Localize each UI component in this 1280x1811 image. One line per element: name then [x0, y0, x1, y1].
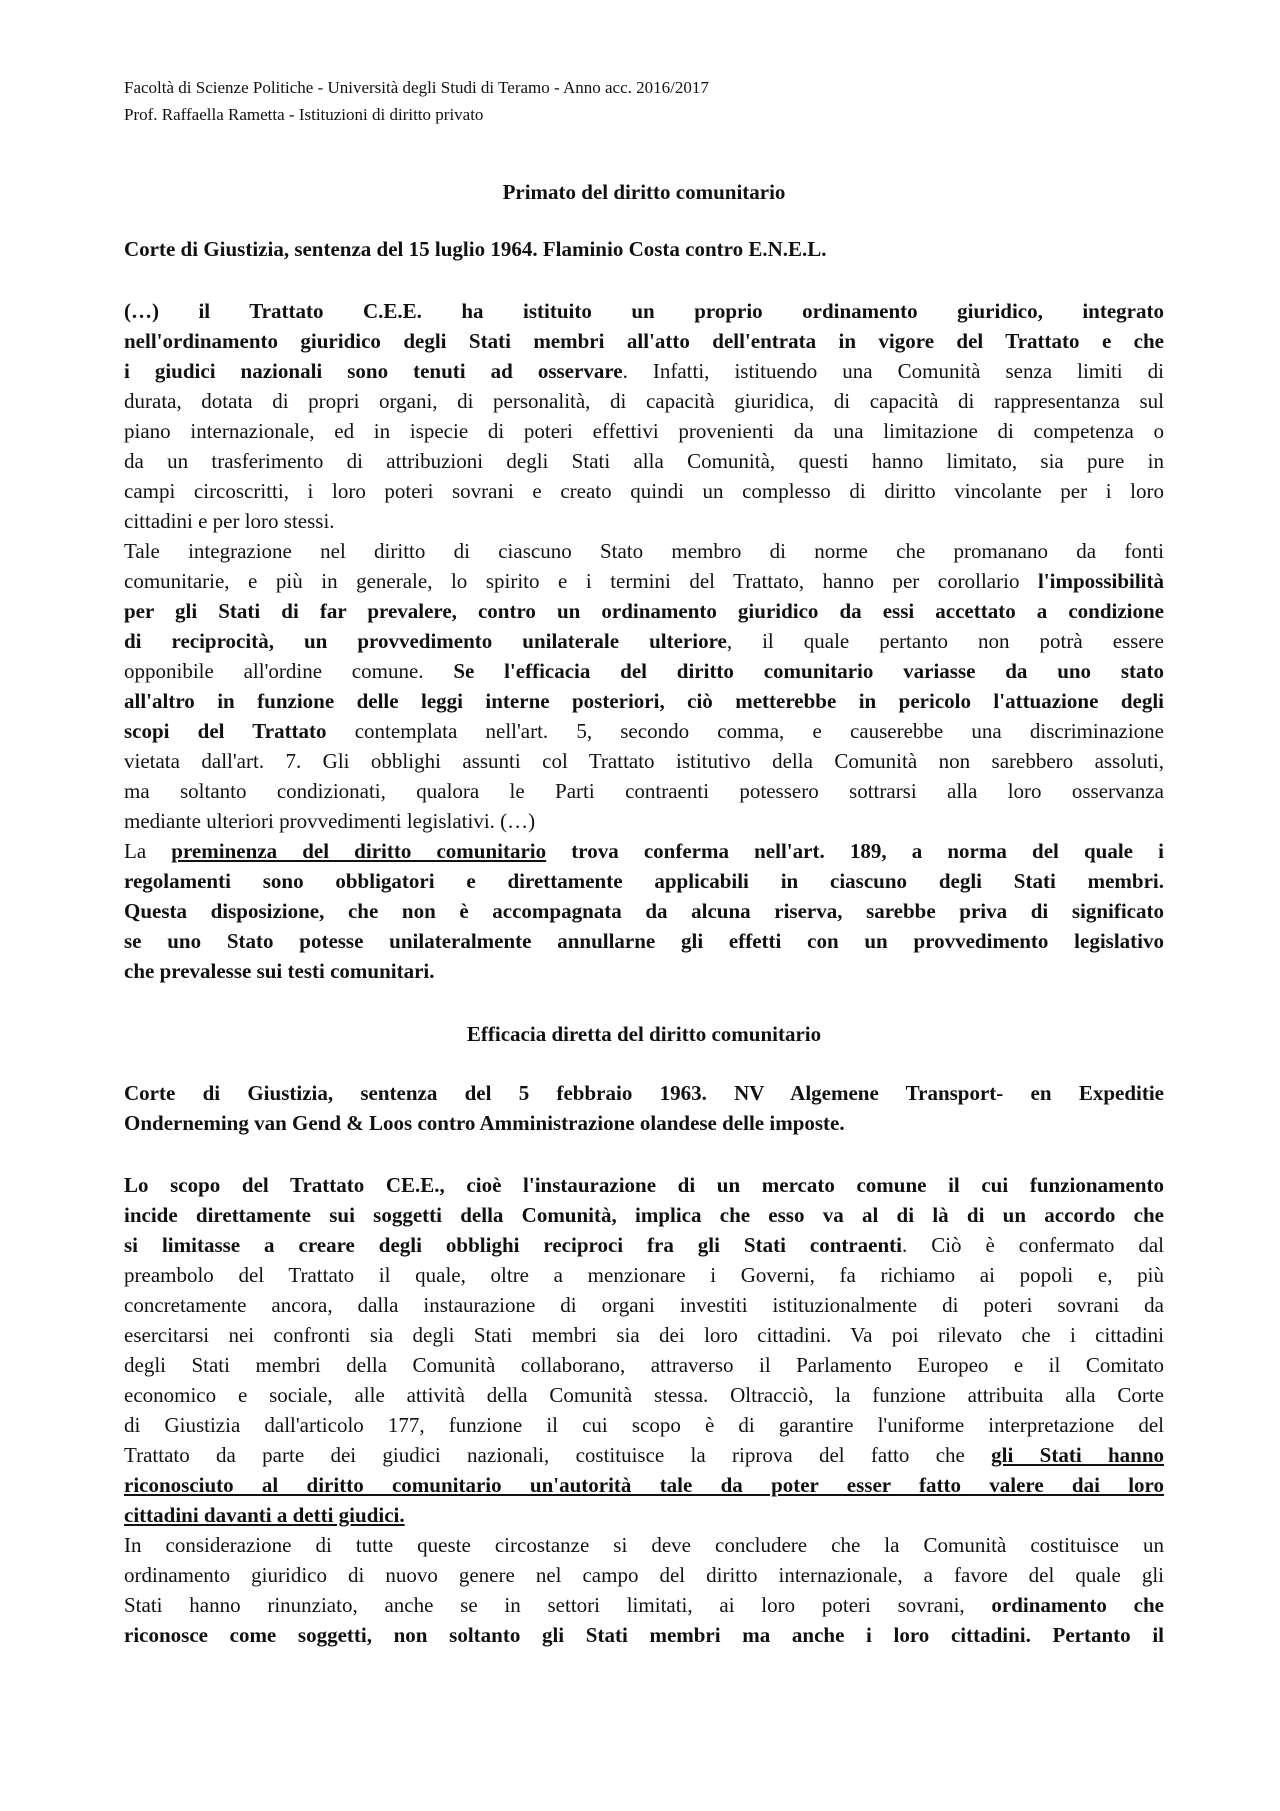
text-underline: cittadini davanti a detti giudici. [124, 1503, 405, 1527]
paragraph-primato-1 [124, 296, 1164, 536]
text-bold: riconosce come soggetti, non soltanto gli Stati membri ma anche i loro cittadini. Pertanto il [124, 1623, 1164, 1647]
text-underline: gli Stati hanno [991, 1443, 1164, 1467]
text-plain: Stati hanno rinunziato, anche se in settori limitati, ai loro poteri sovrani, [124, 1593, 992, 1617]
text-bold: di reciprocità, un provvedimento unilaterale ulteriore [124, 629, 727, 653]
text-line: concretamente ancora, dalla instaurazione di organi investiti istituzionalmente di poteri sovrani da [124, 1293, 1164, 1317]
text-line: di Giustizia dall'articolo 177, funzione il cui scopo è di garantire l'uniforme interpretazione del [124, 1413, 1164, 1437]
text-line: economico e sociale, alle attività della Comunità stessa. Oltracciò, la funzione attribuita alla Corte [124, 1383, 1164, 1407]
text-bold: l'impossibilità [1037, 569, 1164, 593]
text-bold: si limitasse a creare degli obblighi reciproci fra gli Stati contraenti [124, 1233, 903, 1257]
citation-van-gend-loos [124, 1078, 1164, 1138]
text-plain: comunitarie, e più in generale, lo spirito e i termini del Trattato, hanno per corollario [124, 569, 1038, 593]
text-underline: preminenza del diritto comunitario [171, 839, 547, 863]
citation-costa-enel: Corte di Giustizia, sentenza del 15 luglio 1964. Flaminio Costa contro E.N.E.L. [124, 237, 827, 261]
header-professor-line: Prof. Raffaella Rametta - Istituzioni di diritto privato [124, 105, 484, 124]
text-plain: . Infatti, istituendo una Comunità senza limiti di [622, 359, 1164, 383]
text-line: ordinamento giuridico di nuovo genere nel campo del diritto internazionale, a favore del quale gli [124, 1563, 1164, 1587]
text-bold: per gli Stati di far prevalere, contro un ordinamento giuridico da essi accettato a condizione [124, 599, 1164, 623]
text-line: vietata dall'art. 7. Gli obblighi assunti col Trattato istitutivo della Comunità non sarebbero assoluti, [124, 749, 1164, 773]
header-faculty-line: Facoltà di Scienze Politiche - Università degli Studi di Teramo - Anno acc. 2016/2017 [124, 78, 709, 97]
section-title-primato: Primato del diritto comunitario [502, 180, 786, 204]
text-plain: , il quale pertanto non potrà essere [726, 629, 1164, 653]
text-line: durata, dotata di propri organi, di personalità, di capacità giuridica, di capacità di rappresentanza sul [124, 389, 1164, 413]
text-line: da un trasferimento di attribuzioni degli Stati alla Comunità, questi hanno limitato, sia pure in [124, 449, 1164, 473]
paragraph-efficacia-2 [124, 1530, 1164, 1650]
text-bold: (…) il Trattato C.E.E. ha istituito un proprio ordinamento giuridico, integrato [124, 299, 1164, 323]
text-bold: i giudici nazionali sono tenuti ad osservare [124, 359, 623, 383]
text-bold: regolamenti sono obbligatori e direttamente applicabili in ciascuno degli Stati membri. [124, 869, 1164, 893]
section-title-efficacia: Efficacia diretta del diritto comunitario [466, 1022, 822, 1046]
text-line: cittadini e per loro stessi. [124, 509, 335, 533]
text-plain: opponibile all'ordine comune. [124, 659, 454, 683]
text-bold: Onderneming van Gend & Loos contro Amministrazione olandese delle imposte. [124, 1111, 845, 1135]
text-line: piano internazionale, ed in ispecie di poteri effettivi provenienti da una limitazione di competenza o [124, 419, 1164, 443]
text-line: Tale integrazione nel diritto di ciascuno Stato membro di norme che promanano da fonti [124, 539, 1164, 563]
text-bold: Se l'efficacia del diritto comunitario variasse da uno stato [453, 659, 1164, 683]
text-plain: contemplata nell'art. 5, secondo comma, e causerebbe una discriminazione [326, 719, 1164, 743]
text-plain: . Ciò è confermato dal [902, 1233, 1164, 1257]
text-underline: riconosciuto al diritto comunitario un'autorità tale da poter esser fatto valere dai loro [124, 1473, 1164, 1497]
text-bold: nell'ordinamento giuridico degli Stati membri all'atto dell'entrata in vigore del Trattato e che [124, 329, 1164, 353]
text-plain: La [124, 839, 172, 863]
text-bold: ordinamento che [991, 1593, 1164, 1617]
text-line: mediante ulteriori provvedimenti legislativi. (…) [124, 809, 536, 833]
page-header [124, 74, 709, 128]
text-line: degli Stati membri della Comunità collaborano, attraverso il Parlamento Europeo e il Comitato [124, 1353, 1164, 1377]
paragraph-primato-3 [124, 836, 1164, 986]
paragraph-primato-2 [124, 536, 1164, 836]
text-bold: Corte di Giustizia, sentenza del 5 febbraio 1963. NV Algemene Transport- en Expeditie [124, 1081, 1164, 1105]
text-bold: Questa disposizione, che non è accompagnata da alcuna riserva, sarebbe priva di significato [124, 899, 1164, 923]
text-bold: Lo scopo del Trattato CE.E., cioè l'instaurazione di un mercato comune il cui funzionamento [124, 1173, 1164, 1197]
text-bold: se uno Stato potesse unilateralmente annullarne gli effetti con un provvedimento legislativo [124, 929, 1164, 953]
text-line: ma soltanto condizionati, qualora le Parti contraenti potessero sottrarsi alla loro osservanza [124, 779, 1164, 803]
text-bold: incide direttamente sui soggetti della Comunità, implica che esso va al di là di un accordo che [124, 1203, 1164, 1227]
text-bold: che prevalesse sui testi comunitari. [124, 959, 435, 983]
text-plain: Trattato da parte dei giudici nazionali, costituisce la riprova del fatto che [124, 1443, 992, 1467]
text-bold: scopi del Trattato [124, 719, 327, 743]
text-line: preambolo del Trattato il quale, oltre a menzionare i Governi, fa richiamo ai popoli e, più [124, 1263, 1164, 1287]
text-bold: all'altro in funzione delle leggi interne posteriori, ciò metterebbe in pericolo l'attuazione degli [124, 689, 1164, 713]
paragraph-efficacia-1 [124, 1170, 1164, 1530]
text-line: In considerazione di tutte queste circostanze si deve concludere che la Comunità costituisce un [124, 1533, 1164, 1557]
text-line: esercitarsi nei confronti sia degli Stati membri sia dei loro cittadini. Va poi rilevato che i cittadini [124, 1323, 1164, 1347]
text-bold: trova conferma nell'art. 189, a norma del quale i [546, 839, 1164, 863]
text-line: campi circoscritti, i loro poteri sovrani e creato quindi un complesso di diritto vincolante per i loro [124, 479, 1164, 503]
